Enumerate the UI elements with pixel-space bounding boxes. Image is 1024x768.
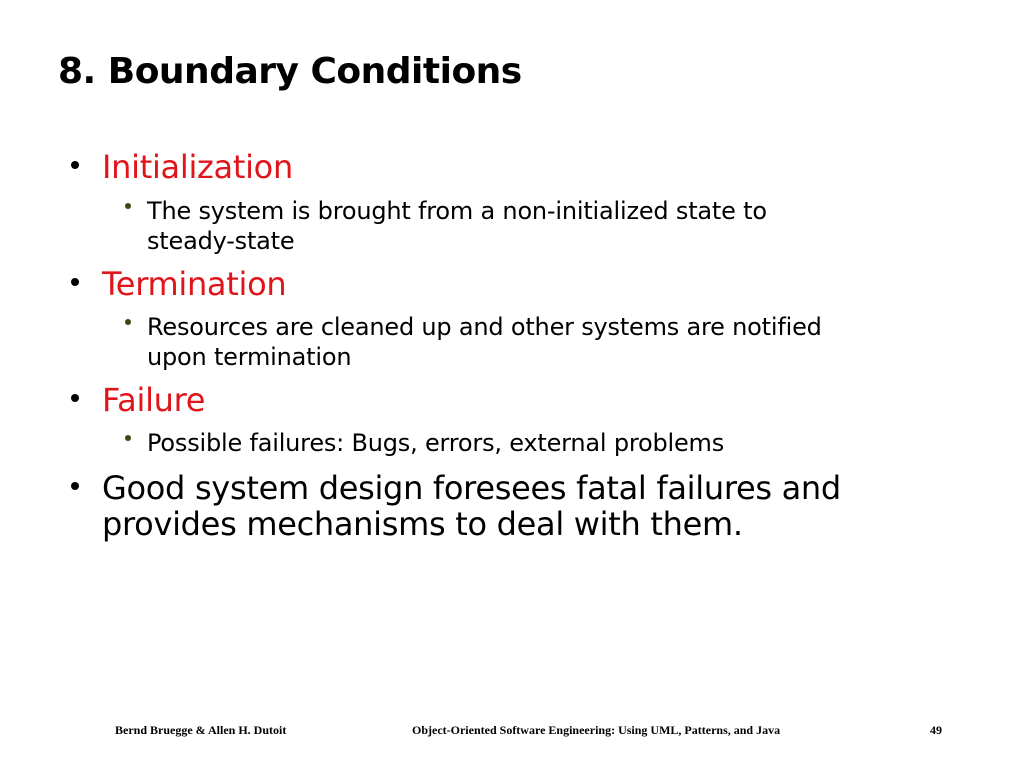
slide-title: 8. Boundary Conditions: [58, 51, 522, 92]
sub-bullet-dot-icon: [125, 203, 131, 209]
bullet-design-line1: Good system design foresees fatal failures and: [102, 469, 841, 507]
bullet-dot-icon: [71, 161, 79, 169]
bullet-dot-icon: [71, 394, 79, 402]
bullet-dot-icon: [71, 482, 79, 490]
footer-authors: Bernd Bruegge & Allen H. Dutoit: [115, 723, 287, 737]
bullet-heading-initialization: Initialization: [102, 148, 293, 186]
sub-bullet-failure-line1: Possible failures: Bugs, errors, external problems: [147, 429, 725, 457]
bullet-design-line2: provides mechanisms to deal with them.: [102, 505, 743, 543]
sub-bullet-termination-line1: Resources are cleaned up and other systems are notified: [147, 313, 822, 341]
sub-bullet-dot-icon: [125, 319, 131, 325]
bullet-heading-termination: Termination: [102, 265, 287, 303]
sub-bullet-dot-icon: [125, 435, 131, 441]
bullet-dot-icon: [71, 278, 79, 286]
footer-page-number: 49: [930, 723, 942, 737]
footer-book-title: Object-Oriented Software Engineering: Using UML, Patterns, and Java: [412, 723, 781, 737]
sub-bullet-initialization-line2: steady-state: [147, 227, 295, 255]
sub-bullet-initialization-line1: The system is brought from a non-initialized state to: [147, 197, 767, 225]
bullet-heading-failure: Failure: [102, 381, 206, 419]
sub-bullet-termination-line2: upon termination: [147, 343, 352, 371]
